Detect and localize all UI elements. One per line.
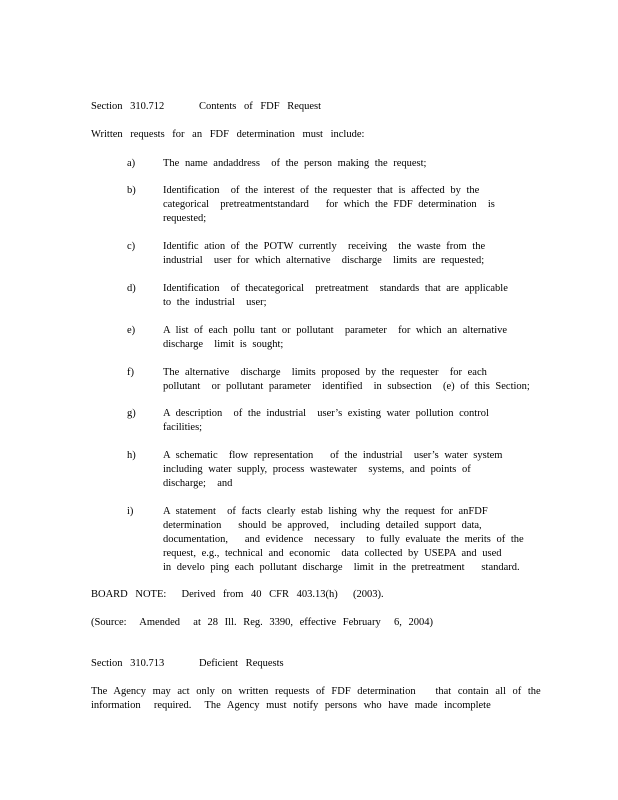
item-text — [163, 282, 523, 310]
item-line: A description of the industrial user’s existing water pollution control — [163, 408, 489, 419]
board-note: BOARD NOTE: Derived from 40 CFR 403.13(h) (2003). — [91, 589, 384, 600]
item-line: Identific ation of the POTW currently receiving the waste from the — [163, 241, 486, 252]
item-line: in develo ping each pollutant discharge limit in the pretreatment standard. — [163, 562, 520, 573]
item-line: requested; — [163, 213, 207, 224]
item-text — [163, 157, 523, 171]
item-line: A schematic flow representation of the industrial user’s water system — [163, 450, 503, 461]
item-letter: c) — [127, 241, 136, 252]
item-line: documentation, and evidence necessary to fully evaluate the merits of the — [163, 534, 524, 545]
item-line: A statement of facts clearly estab lishing why the request for anFDF — [163, 506, 488, 517]
item-line: categorical pretreatmentstandard for which the FDF determination is — [163, 199, 495, 210]
item-letter: a) — [127, 158, 136, 169]
item-text — [163, 449, 523, 491]
item-letter: i) — [127, 506, 134, 517]
item-line: determination should be approved, including detailed support data, — [163, 520, 482, 531]
section-712-title: Contents of FDF Request — [199, 101, 322, 112]
item-letter: e) — [127, 325, 136, 336]
item-line: facilities; — [163, 422, 203, 433]
item-line: request, e.g., technical and economic data collected by USEPA and used — [163, 548, 502, 559]
section-713-number: Section 310.713 — [91, 658, 165, 669]
section-712-number: Section 310.712 — [91, 101, 165, 112]
item-text — [163, 324, 523, 352]
item-text — [163, 240, 523, 268]
item-line: The name andaddress of the person making the request; — [163, 158, 427, 169]
paragraph-line: information required. The Agency must notify persons who have made incomplete — [91, 700, 491, 711]
paragraph-line: The Agency may act only on written requests of FDF determination that contain all of the — [91, 686, 541, 697]
item-line: including water supply, process wastewater systems, and points of — [163, 464, 471, 475]
item-line: The alternative discharge limits proposed by the requester for each — [163, 367, 487, 378]
item-text — [163, 407, 523, 435]
item-text — [163, 184, 523, 226]
intro-paragraph: Written requests for an FDF determination must include: — [91, 129, 365, 140]
item-line: Identification of thecategorical pretreatment standards that are applicable — [163, 283, 508, 294]
item-line: discharge; and — [163, 478, 233, 489]
item-line: A list of each pollu tant or pollutant parameter for which an alternative — [163, 325, 508, 336]
closing-paragraph — [91, 685, 541, 713]
item-line: discharge limit is sought; — [163, 339, 284, 350]
source-note: (Source: Amended at 28 Ill. Reg. 3390, effective February 6, 2004) — [91, 617, 433, 628]
item-letter: d) — [127, 283, 136, 294]
item-letter: h) — [127, 450, 136, 461]
item-line: Identification of the interest of the requester that is affected by the — [163, 185, 480, 196]
item-letter: b) — [127, 185, 136, 196]
item-letter: f) — [127, 367, 134, 378]
item-text — [163, 366, 530, 394]
item-text — [163, 505, 523, 575]
item-line: to the industrial user; — [163, 297, 267, 308]
section-713-title: Deficient Requests — [199, 658, 284, 669]
item-line: industrial user for which alternative discharge limits are requested; — [163, 255, 485, 266]
item-letter: g) — [127, 408, 136, 419]
item-line: pollutant or pollutant parameter identified in subsection (e) of this Section; — [163, 381, 530, 392]
